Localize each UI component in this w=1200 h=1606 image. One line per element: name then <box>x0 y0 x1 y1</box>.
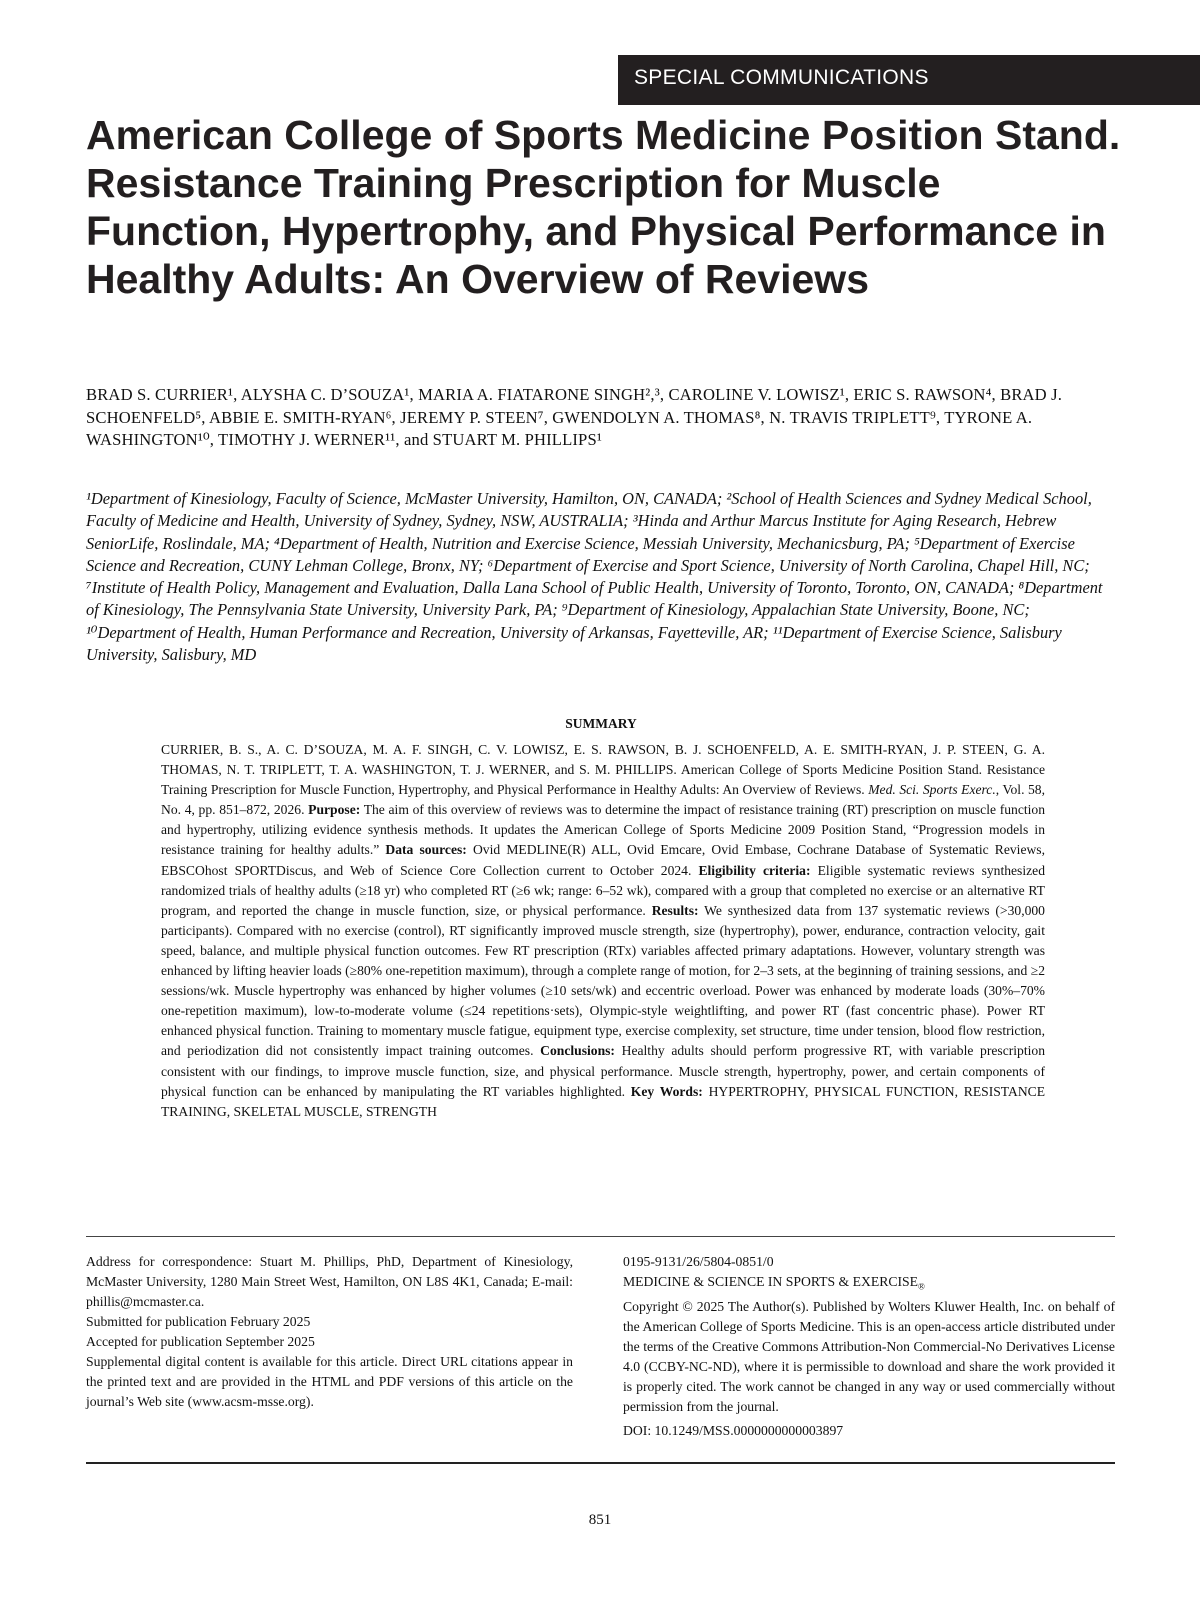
journal-name <box>623 1272 1115 1297</box>
citation-authors: CURRIER, B. S., A. C. D’SOUZA, M. A. F. SINGH, C. V. LOWISZ, E. S. RAWSON, B. J. SCHOENFELD, A. E. SMITH-RYAN, J. P. STEEN, G. A. THOMAS, N. T. TRIPLETT, T. A. WASHINGTON, T. J. WERNER, and S. M. PHILLIPS. American College of Sports Medicine Position Stand. Resistance Training Prescription for Muscle Function, Hypertrophy, and Physical Performance in Healthy Adults: An Overview of Reviews. <box>161 742 1045 798</box>
section-banner: SPECIAL COMMUNICATIONS <box>618 55 1200 105</box>
submitted-date: Submitted for publication February 2025 <box>86 1314 311 1329</box>
footnote-divider-top <box>86 1236 1115 1237</box>
conclusions-label: Conclusions: <box>540 1043 615 1059</box>
footnote-divider-bottom <box>86 1462 1115 1464</box>
correspondence-block <box>86 1252 573 1412</box>
publication-info-block <box>623 1252 1115 1441</box>
citation-volume: , Vol. 58, No. 4, pp. 851–872, 2026. <box>161 782 1046 818</box>
eligibility-label: Eligibility criteria: <box>698 862 811 878</box>
conclusions-text: Healthy adults should perform progressive RT, with variable prescription consistent with our findings, to improve muscle function, size, and physical performance. Muscle strength, hypertrophy, power, and certain components of physical function can be enhanced by manipulating the RT variables highlighted. <box>161 1043 1045 1099</box>
doi: DOI: 10.1249/MSS.0000000000003897 <box>623 1422 844 1438</box>
purpose-text: The aim of this overview of reviews was to determine the impact of resistance training (RT) prescription on muscle function and hypertrophy, utilizing evidence synthesis methods. It updates the American College of Sports Medicine 2009 Position Stand, “Progression models in resistance training for healthy adults.” <box>161 802 1045 858</box>
supplemental-note: Supplemental digital content is available for this article. Direct URL citations appear in the printed text and are provided in the HTML and PDF versions of this article on the journal’s Web site (www.acsm-msse.org). <box>86 1354 573 1409</box>
affiliations: ¹Department of Kinesiology, Faculty of Science, McMaster University, Hamilton, ON, CANADA; ²School of Health Sciences and Sydney Medical School, Faculty of Medicine and Health, University of Sydney, Sydney, NSW, AUSTRALIA; ³Hinda and Arthur Marcus Institute for Aging Research, Hebrew SeniorLife, Roslindale, MA; ⁴Department of Health, Nutrition and Exercise Science, Messiah University, Mechanicsburg, PA; ⁵Department of Exercise Science and Recreation, CUNY Lehman College, Bronx, NY; ⁶Department of Exercise and Sport Science, University of North Carolina, Chapel Hill, NC; ⁷Institute of Health Policy, Management and Evaluation, Dalla Lana School of Public Health, University of Toronto, Toronto, ON, CANADA; ⁸Department of Kinesiology, The Pennsylvania State University, University Park, PA; ⁹Department of Kinesiology, Appalachian State University, Boone, NC; ¹⁰Department of Health, Human Performance and Recreation, University of Arkansas, Fayetteville, AR; ¹¹Department of Exercise Science, Salisbury University, Salisbury, MD <box>86 489 1103 665</box>
accepted-date: Accepted for publication September 2025 <box>86 1334 315 1349</box>
purpose-label: Purpose: <box>308 802 361 818</box>
results-text: We synthesized data from 137 systematic reviews (>30,000 participants). Compared with no exercise (control), RT significantly improved muscle strength, size (hypertrophy), power, endurance, contraction velocity, gait speed, balance, and multiple physical function outcomes. Few RT prescription (RTx) variables affected primary adaptations. However, voluntary strength was enhanced by lifting heavier loads (≥80% one-repetition maximum), through a complete range of motion, for 2–3 sets, at the beginning of training sessions, and ≥2 sessions/wk. Muscle hypertrophy was enhanced by higher volumes (≥10 sets/wk) and eccentric overload. Power was enhanced by moderate loads (30%–70% one-repetition maximum), low-to-moderate volume (≤24 repetitions·sets), Olympic-style weightlifting, and power RT (fast concentric phase). Power RT enhanced physical function. Training to momentary muscle fatigue, equipment type, exercise complexity, set structure, time under tension, blood flow restriction, and periodization did not consistently impact training outcomes. <box>161 902 1045 1059</box>
sources-label: Data sources: <box>385 842 467 858</box>
keywords-text: HYPERTROPHY, PHYSICAL FUNCTION, RESISTANCE TRAINING, SKELETAL MUSCLE, STRENGTH <box>161 1083 1046 1119</box>
results-label: Results: <box>651 902 699 918</box>
eligibility-text: Eligible systematic reviews synthesized randomized trials of healthy adults (≥18 yr) who completed RT (≥6 wk; range: 6–52 wk), compared with a group that completed no exercise or an alternative RT program, and reported the change in muscle function, size, or physical performance. <box>161 862 1045 918</box>
article-title: American College of Sports Medicine Position Stand. Resistance Training Prescription for Muscle Function, Hypertrophy, and Physical Performance in Healthy Adults: An Overview of Reviews <box>86 112 1121 302</box>
page-number: 851 <box>588 1512 612 1528</box>
summary-abstract <box>161 740 1045 1122</box>
issn: 0195-9131/26/5804-0851/0 <box>623 1254 774 1269</box>
author-list: BRAD S. CURRIER¹, ALYSHA C. D’SOUZA¹, MARIA A. FIATARONE SINGH²,³, CAROLINE V. LOWISZ¹, ERIC S. RAWSON⁴, BRAD J. SCHOENFELD⁵, ABBIE E. SMITH-RYAN⁶, JEREMY P. STEEN⁷, GWENDOLYN A. THOMAS⁸, N. TRAVIS TRIPLETT⁹, TYRONE A. WASHINGTON¹⁰, TIMOTHY J. WERNER¹¹, and STUART M. PHILLIPS¹ <box>86 385 1063 449</box>
journal-abbrev: Med. Sci. Sports Exerc. <box>868 782 996 798</box>
correspondence-address: Address for correspondence: Stuart M. Phillips, PhD, Department of Kinesiology, McMaster University, 1280 Main Street West, Hamilton, ON L8S 4K1, Canada; E-mail: phillis@mcmaster.ca. <box>86 1254 573 1309</box>
copyright-notice: Copyright © 2025 The Author(s). Published by Wolters Kluwer Health, Inc. on behalf of the American College of Sports Medicine. This is an open-access article distributed under the terms of the Creative Commons Attribution-Non Commercial-No Derivatives License 4.0 (CCBY-NC-ND), where it is permissible to download and share the work provided it is properly cited. The work cannot be changed in any way or used commercially without permission from the journal. <box>623 1298 1115 1414</box>
sources-text: Ovid MEDLINE(R) ALL, Ovid Emcare, Ovid Embase, Cochrane Database of Systematic Reviews, EBSCOhost SPORTDiscus, and Web of Science Core Collection current to October 2024. <box>161 842 1046 878</box>
journal-name-text: MEDICINE & SCIENCE IN SPORTS & EXERCISE <box>623 1274 918 1289</box>
registered-mark: ® <box>918 1281 925 1292</box>
keywords-label: Key Words: <box>630 1083 703 1099</box>
summary-heading: SUMMARY <box>565 716 637 731</box>
